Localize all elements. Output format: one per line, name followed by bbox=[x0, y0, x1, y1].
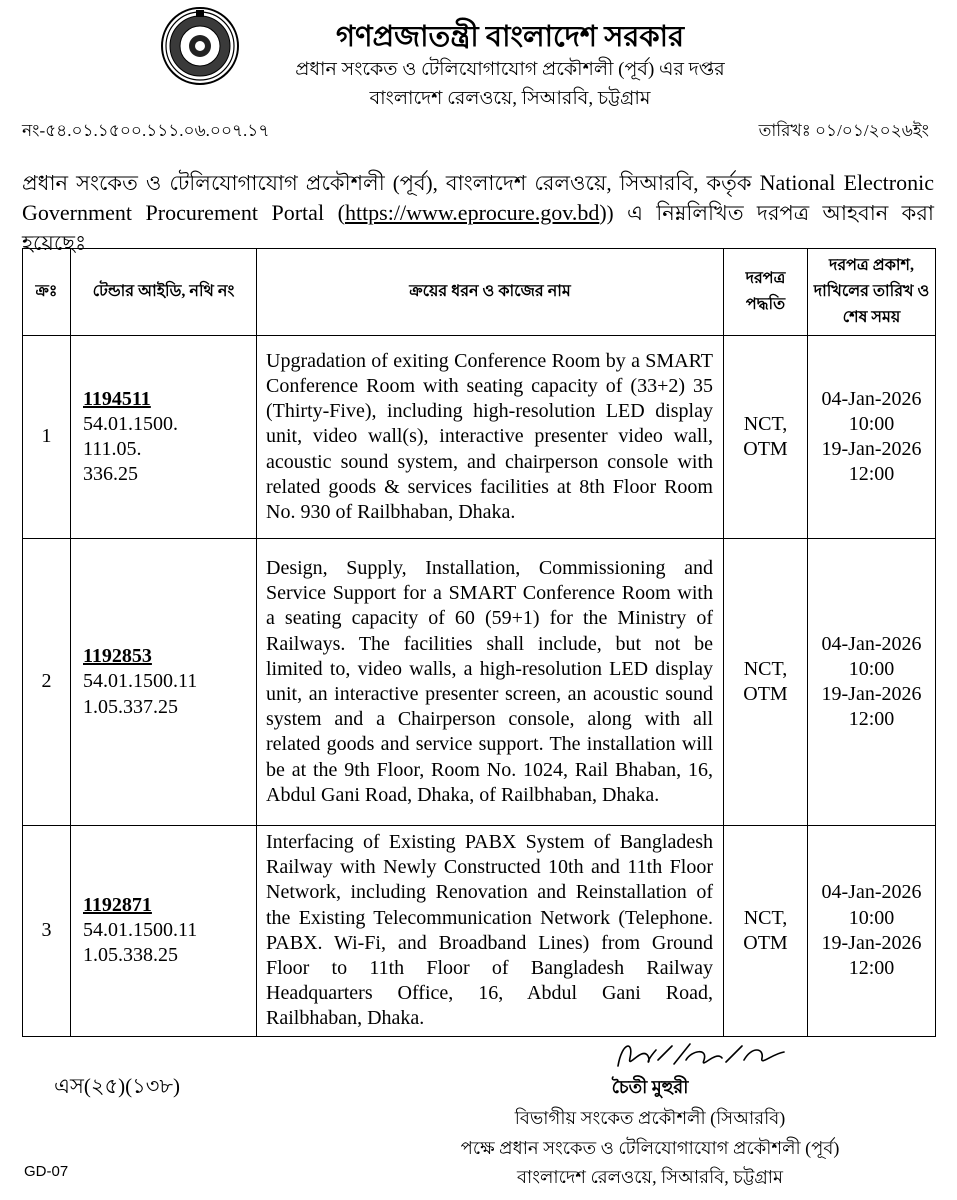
publish-time: 10:00 bbox=[848, 657, 895, 680]
row-tender-id-cell bbox=[71, 826, 257, 1037]
work-description: Upgradation of exiting Conference Room by a SMART Conference Room with seating capacity of (33+2) 35 (Thirty-Five), including high-resolution LED display unit, video wall(s), interactive presenter video wall, acoustic sound system, and chairperson console with related goods & services facilities at 8th Floor Room No. 930 of Railbhaban, Dhaka. bbox=[257, 336, 724, 539]
tender-id[interactable]: 1192853 bbox=[83, 645, 152, 668]
office-name: প্রধান সংকেত ও টেলিযোগাযোগ প্রকৌশলী (পূর্ব) এর দপ্তর bbox=[295, 59, 725, 80]
portal-close: ) bbox=[599, 200, 607, 225]
intro-text-end: ) এ নিম্নলিখিত দরপত্র আহবান করা হয়েছেঃ bbox=[22, 201, 934, 255]
publish-time: 10:00 bbox=[848, 906, 895, 929]
close-date: 19-Jan-2026 bbox=[821, 683, 922, 705]
method-line: OTM bbox=[743, 683, 788, 705]
work-description: Design, Supply, Installation, Commissioning and Service Support for a SMART Conference Room with a seating capacity of 60 (59+1) for the Ministry of Railways. The facilities shall include, but not be limited to, video walls, a high-resolution LED display unit, an interactive presenter screen, an acoustic sound system and a Chairperson console, along with all related goods and service support. The installation will be at the 9th Floor, Room No. 1024, Rail Bhaban, 16, Abdul Gani Road, Dhaka, of Railbhaban, Dhaka. bbox=[257, 539, 724, 826]
table-row bbox=[23, 826, 936, 1037]
close-date: 19-Jan-2026 bbox=[821, 931, 922, 954]
office-address: বাংলাদেশ রেলওয়ে, সিআরবি, চট্টগ্রাম bbox=[369, 88, 651, 109]
file-no-line: 54.01.1500.11 bbox=[83, 919, 198, 942]
tender-table bbox=[22, 248, 936, 1037]
form-code: GD-07 bbox=[24, 1163, 69, 1180]
portal-link[interactable]: https://www.eprocure.gov.bd bbox=[344, 200, 600, 225]
tender-id[interactable]: 1192871 bbox=[83, 894, 152, 916]
file-no-line: 54.01.1500.11 bbox=[83, 670, 198, 693]
tender-method bbox=[724, 336, 808, 539]
close-time: 12:00 bbox=[848, 463, 895, 486]
publish-date: 04-Jan-2026 bbox=[821, 387, 922, 410]
tender-method bbox=[724, 539, 808, 826]
signatory-designation: বিভাগীয় সংকেত প্রকৌশলী (সিআরবি) bbox=[514, 1108, 786, 1128]
publish-time: 10:00 bbox=[848, 412, 895, 435]
row-sl: 3 bbox=[23, 826, 71, 1037]
government-seal-icon bbox=[160, 6, 240, 86]
signatory-name: চৈতী মুহুরী bbox=[611, 1077, 689, 1097]
row-sl: 2 bbox=[23, 539, 71, 826]
intro-text: প্রধান সংকেত ও টেলিযোগাযোগ প্রকৌশলী (পূর্ব), বাংলাদেশ রেলওয়ে, সিআরবি, কর্তৃক bbox=[22, 171, 760, 195]
memo-number: নং-৫৪.০১.১৫০০.১১১.০৬.০০৭.১৭ bbox=[22, 121, 270, 140]
header-work: ক্রয়ের ধরন ও কাজের নাম bbox=[257, 249, 724, 336]
close-date: 19-Jan-2026 bbox=[821, 438, 922, 460]
publish-date: 04-Jan-2026 bbox=[821, 632, 922, 655]
issue-date: তারিখঃ ০১/০১/২০২৬ইং bbox=[758, 121, 929, 140]
table-row bbox=[23, 539, 936, 826]
table-row bbox=[23, 336, 936, 539]
government-title: গণপ্রজাতন্ত্রী বাংলাদেশ সরকার bbox=[335, 21, 685, 53]
close-time: 12:00 bbox=[848, 708, 895, 731]
method-line: NCT, bbox=[743, 906, 788, 929]
tender-dates bbox=[808, 336, 936, 539]
header-dates: দরপত্র প্রকাশ, দাখিলের তারিখ ও শেষ সময় bbox=[808, 249, 936, 336]
table-header-row bbox=[23, 249, 936, 336]
method-line: OTM bbox=[743, 931, 788, 954]
method-line: NCT, bbox=[743, 657, 788, 680]
signature-icon bbox=[612, 1036, 792, 1076]
row-tender-id-cell bbox=[71, 336, 257, 539]
file-no-line: 54.01.1500. bbox=[83, 412, 178, 435]
portal-name: National Electronic Government Procurement Portal ( bbox=[22, 170, 934, 225]
file-no-line: 336.25 bbox=[83, 463, 138, 486]
tender-id[interactable]: 1194511 bbox=[83, 387, 151, 410]
file-no-line: 1.05.337.25 bbox=[83, 695, 178, 718]
publish-date: 04-Jan-2026 bbox=[821, 881, 922, 904]
close-time: 12:00 bbox=[848, 957, 895, 980]
tender-dates bbox=[808, 826, 936, 1037]
header-sl: ক্রঃ bbox=[23, 249, 71, 336]
file-no-line: 111.05. bbox=[83, 438, 142, 460]
signatory-organization: বাংলাদেশ রেলওয়ে, সিআরবি, চট্টগ্রাম bbox=[516, 1167, 784, 1187]
intro-paragraph bbox=[22, 168, 934, 258]
row-sl: 1 bbox=[23, 336, 71, 539]
header-tender-id: টেন্ডার আইডি, নথি নং bbox=[71, 249, 257, 336]
reference-number: এস(২৫)(১৩৮) bbox=[54, 1074, 181, 1098]
method-line: NCT, bbox=[743, 412, 788, 435]
file-no-line: 1.05.338.25 bbox=[83, 944, 178, 967]
method-line: OTM bbox=[743, 438, 788, 460]
work-description: Interfacing of Existing PABX System of Bangladesh Railway with Newly Constructed 10th and 11th Floor Network, including Renovation and Reinstallation of the Existing Telecommunication Network (Telephone. PABX. Wi-Fi, and Broadband Lines) from Ground Floor to 11th Floor of Bangladesh Railway Headquarters Office, 16, Abdul Gani Road, Railbhaban, Dhaka. bbox=[257, 826, 724, 1037]
tender-method bbox=[724, 826, 808, 1037]
signatory-on-behalf: পক্ষে প্রধান সংকেত ও টেলিযোগাযোগ প্রকৌশলী (পূর্ব) bbox=[460, 1138, 840, 1158]
header-method: দরপত্র পদ্ধতি bbox=[724, 249, 808, 336]
row-tender-id-cell bbox=[71, 539, 257, 826]
tender-dates bbox=[808, 539, 936, 826]
